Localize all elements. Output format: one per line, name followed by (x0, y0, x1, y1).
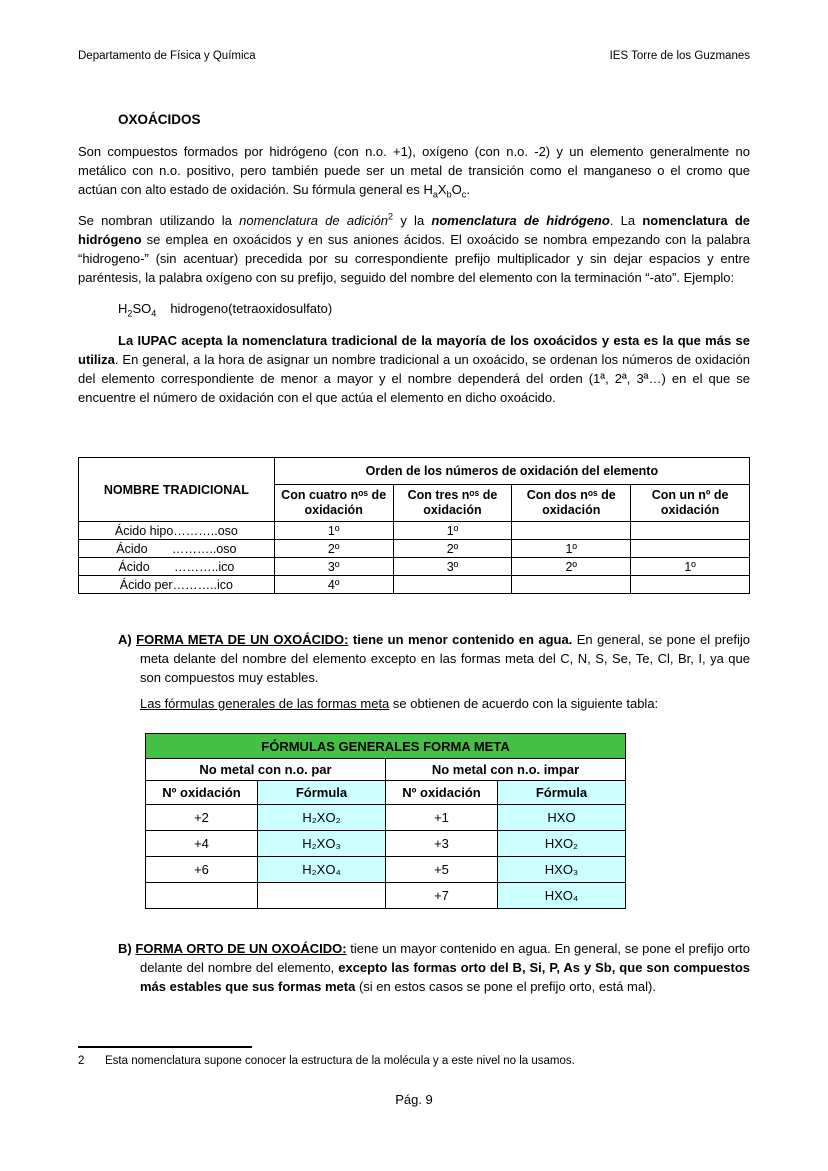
intro-text: Son compuestos formados por hidrógeno (con n.o. +1), oxígeno (con n.o. -2) y un elemento generalmente no metálico con n.o. positivo, pero también puede ser un metal de transición como el manganeso o el cromo que actúan con alto estado de oxidación. Su fórmula general es H (78, 144, 750, 197)
table2-col-header: Fórmula (258, 781, 386, 805)
footnote-number: 2 (78, 1055, 85, 1067)
table-row: Ácido ………..ico 3º 3º 2º 1º (79, 558, 750, 576)
table1-span-header: Orden de los números de oxidación del elemento (274, 458, 749, 485)
footnote-area (78, 1046, 750, 1067)
bold-nomenclatura-hidrogeno: nomenclatura de hidrógeno (78, 213, 750, 247)
table2-lead-in: Las fórmulas generales de las formas meta se obtienen de acuerdo con la siguiente tabla: (140, 696, 659, 711)
page-header (78, 50, 750, 62)
table-row: Ácido ………..oso 2º 2º 1º (79, 540, 750, 558)
intro-end: . (466, 182, 470, 197)
table2-group-par: No metal con n.o. par (146, 759, 386, 781)
table-row: Ácido hipo………..oso 1º 1º (79, 522, 750, 540)
section-a-label: A) (118, 632, 132, 647)
meta-formulas-table (145, 733, 626, 909)
example-formula: $H_2SO_4$ hidrogeno(tetraoxidosulfato) (118, 301, 333, 319)
example-name: hidrogeno(tetraoxidosulfato) (170, 301, 333, 316)
formula-x: X (437, 182, 447, 197)
underlined-phrase: Las fórmulas generales de las formas meta (140, 696, 390, 711)
paragraph-iupac: La IUPAC acepta la nomenclatura tradicional de la mayoría de los oxoácidos y esta es la que más se utiliza. En general, a la hora de asignar un nombre tradicional a un oxoácido, se ordenan los números de oxidación del elemento correspondiente de menor a mayor y el nombre dependerá del orden (1ª, 2ª, 3ª…) en el que se encuentre el número de oxidación con el que actúa el elemento en dicho oxoácido. (78, 333, 750, 405)
formula-o: O (451, 182, 462, 197)
table-row: +6 H₂XO₄ +5 HXO₃ (146, 857, 626, 883)
header-department: Departamento de Física y Química (78, 50, 256, 62)
table-row: +4 H₂XO₃ +3 HXO₂ (146, 831, 626, 857)
table1-col-header: NOMBRE TRADICIONAL (79, 458, 275, 522)
formula-sub-a: a (432, 189, 438, 200)
table-row: +2 H₂XO₂ +1 HXO (146, 805, 626, 831)
section-a: A) FORMA META DE UN OXOÁCIDO: tiene un menor contenido en agua. En general, se pone el prefijo meta delante del nombre del elemento excepto en las formas meta del C, N, S, Se, Te, Cl, Br, I, ya que son compuestos muy estables. (118, 632, 751, 685)
table1-subheader: Con cuatro nᵒˢ de oxidación (274, 485, 393, 522)
formula-sub-c: c (461, 189, 467, 200)
traditional-names-table (78, 457, 750, 594)
header-school: IES Torre de los Guzmanes (609, 50, 750, 62)
table2-col-header: Nº oxidación (146, 781, 258, 805)
italic-nomenclatura-adicion: nomenclatura de adición (239, 213, 389, 228)
formula-sub-b: b (446, 189, 452, 200)
page-title: OXOÁCIDOS (118, 112, 201, 127)
footnote-divider (78, 1046, 252, 1048)
paragraph-intro (78, 142, 750, 199)
paragraph-nomenclatura: Se nombran utilizando la nomenclatura de adición$^2$ y la nomenclatura de hidrógeno. La nomenclatura de hidrógeno se emplea en oxoácidos y en sus aniones ácidos. El oxoácido se nombra empezando con la palabra “hidrogeno-” (sin acentuar) precedida por su correspondiente prefijo multiplicador y sin dejar espacios y entre paréntesis, la palabra oxígeno con su prefijo, seguido del nombre del elemento con la terminación “-ato”. Ejemplo: (78, 211, 750, 285)
section-b-heading: FORMA ORTO DE UN OXOÁCIDO: (135, 941, 347, 956)
bold-iupac-statement: La IUPAC acepta la nomenclatura tradicional de la mayoría de los oxoácidos y esta es la que más se utiliza (78, 333, 750, 367)
table-row: Ácido per………..ico 4º (79, 576, 750, 594)
table2-title: FÓRMULAS GENERALES FORMA META (146, 734, 626, 759)
table1-subheader: Con tres nᵒˢ de oxidación (393, 485, 512, 522)
footnote-reference: 2 (388, 211, 394, 222)
bold-orto-exception: excepto las formas orto del B, Si, P, As y Sb, que son compuestos más estables que sus formas meta (140, 960, 750, 994)
footnote-text: 2 Esta nomenclatura supone conocer la estructura de la molécula y a este nivel no la usamos. (78, 1055, 575, 1067)
table1-subheader: Con dos nᵒˢ de oxidación (512, 485, 631, 522)
section-b: B) FORMA ORTO DE UN OXOÁCIDO: tiene un mayor contenido en agua. En general, se pone el prefijo orto delante del nombre del elemento, excepto las formas orto del B, Si, P, As y Sb, que son compuestos más estables que sus formas meta (si en estos casos se pone el prefijo orto, está mal). (118, 941, 750, 994)
bold-italic-nomenclatura-hidrogeno: nomenclatura de hidrógeno (431, 213, 610, 228)
table2-col-header: Fórmula (498, 781, 626, 805)
page-number: Pág. 9 (395, 1092, 433, 1107)
table2-group-impar: No metal con n.o. impar (386, 759, 626, 781)
table2-col-header: Nº oxidación (386, 781, 498, 805)
section-a-heading: FORMA META DE UN OXOÁCIDO: (136, 632, 349, 647)
table-row: +7 HXO₄ (146, 883, 626, 909)
section-b-label: B) (118, 941, 132, 956)
table1-subheader: Con un nº de oxidación (631, 485, 750, 522)
